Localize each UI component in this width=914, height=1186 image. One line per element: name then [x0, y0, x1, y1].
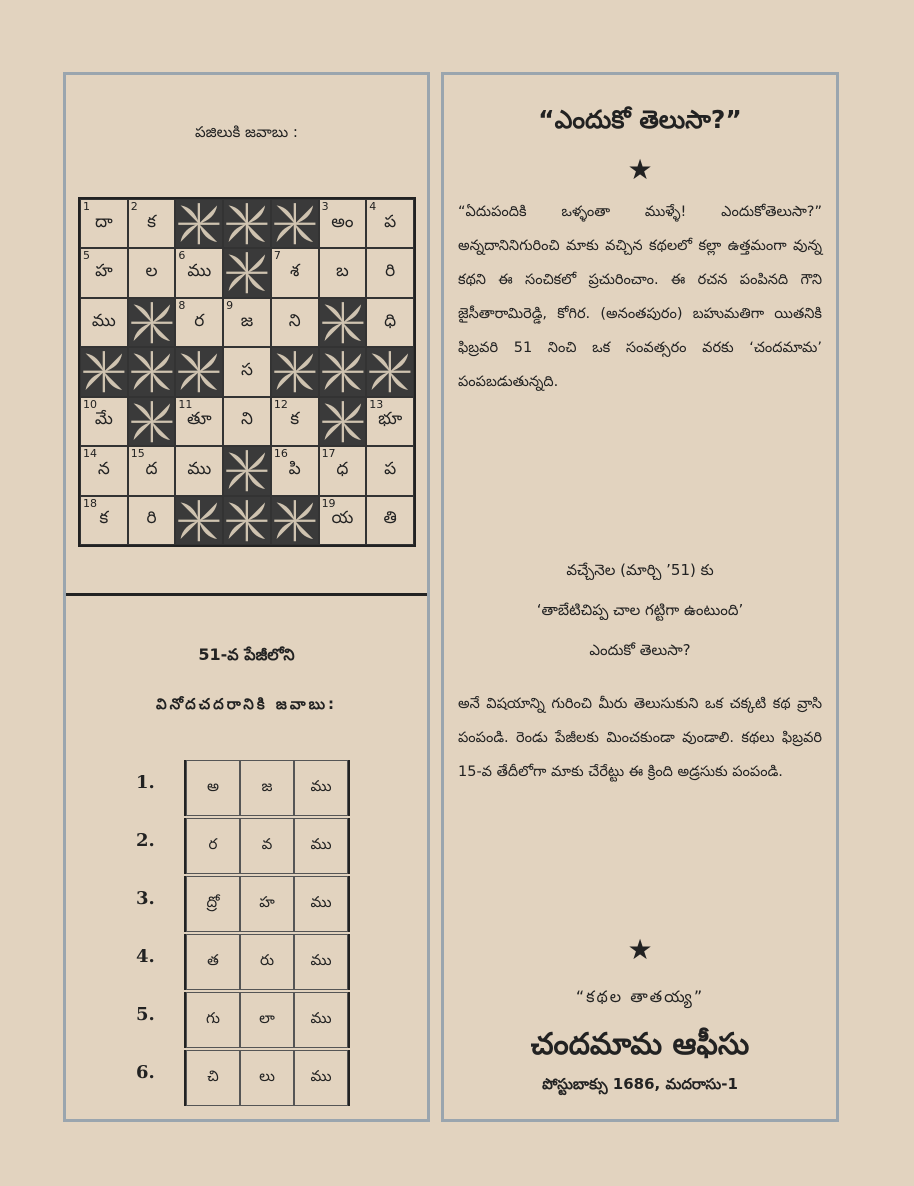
grid-cell — [175, 298, 223, 347]
grid-cell — [128, 496, 176, 545]
answer-number: 2. — [136, 830, 155, 851]
grid-cell — [271, 298, 319, 347]
answers-title-line2: వినోదచదరానికి జవాబు: — [155, 695, 338, 713]
black-square — [128, 397, 176, 446]
grid-cell — [223, 298, 271, 347]
cell-letter: జ — [240, 310, 254, 331]
grid-cell — [80, 446, 128, 495]
answer-cell: ద్రో — [186, 876, 240, 932]
cell-letter: దా — [95, 211, 113, 232]
puzzle-answers-panel — [63, 72, 430, 1122]
clue-number: 17 — [321, 447, 336, 461]
answer-number: 1. — [136, 772, 155, 793]
star-icon: ★ — [627, 933, 653, 966]
grid-cell — [366, 199, 414, 248]
black-square — [319, 347, 367, 396]
answer-cell: లా — [240, 992, 294, 1048]
clue-number: 16 — [273, 447, 288, 461]
signature-name: “కథల తాతయ్య” — [575, 987, 705, 1006]
cell-letter: హ — [95, 261, 113, 282]
grid-cell — [128, 446, 176, 495]
star-icon: ★ — [627, 153, 653, 186]
clue-number: 14 — [83, 447, 97, 461]
cell-letter: శ — [290, 261, 300, 282]
cell-letter: ని — [288, 310, 301, 331]
grid-cell — [366, 496, 414, 545]
answer-cell: త — [186, 934, 240, 990]
grid-cell — [175, 248, 223, 297]
clue-number: 12 — [273, 397, 288, 411]
grid-cell — [319, 248, 367, 297]
clue-number: 19 — [321, 496, 336, 510]
grid-cell — [223, 347, 271, 396]
black-square — [80, 347, 128, 396]
grid-cell — [80, 199, 128, 248]
clue-number: 9 — [226, 298, 234, 312]
grid-cell — [366, 248, 414, 297]
cell-letter: ధ — [336, 458, 349, 479]
cell-letter: ద — [145, 458, 158, 479]
cell-letter: ము — [187, 261, 212, 282]
clue-number: 10 — [83, 397, 97, 411]
clue-number: 5 — [83, 249, 90, 263]
grid-cell — [271, 248, 319, 297]
answer-number: 4. — [136, 946, 155, 967]
contest-title: “ఎందుకో తెలుసా?” — [538, 105, 742, 134]
answer-number: 6. — [136, 1062, 155, 1083]
clue-number: 8 — [178, 298, 186, 312]
answer-cell: ర — [186, 818, 240, 874]
answer-cell: ము — [294, 876, 348, 932]
grid-cell — [80, 397, 128, 446]
answer-cell: వ — [240, 818, 294, 874]
cell-letter: అం — [331, 211, 354, 232]
black-square — [223, 199, 271, 248]
winner-announcement: “ఏదుపందికి ఒళ్ళంతా ముళ్ళే! ఎందుకోతెలుసా?” అన్నదానినిగురించి మాకు వచ్చిన కథలలో కల్లా ఉత్తమంగా వున్న కథని ఈ సంచికలో ప్రచురించాం. ఈ రచన పంపినది గౌని జైసీతారామిరెడ్డి, కోగిర. (అనంతపురం) బహుమతిగా యితనికి ఫిబ్రవరి 51 నించి ఒక సంవత్సరం వరకు ‘చందమామ’ పంపబడుతున్నది. — [458, 204, 822, 390]
cell-letter: ప — [384, 458, 397, 479]
cell-letter: క — [99, 508, 109, 529]
answer-cell: ము — [294, 934, 348, 990]
grid-cell — [319, 496, 367, 545]
black-square — [175, 347, 223, 396]
answer-cell: అ — [186, 760, 240, 816]
cell-letter: ప — [384, 211, 397, 232]
black-square — [128, 347, 176, 396]
cell-letter: న — [97, 458, 110, 479]
answer-cell: ము — [294, 1050, 348, 1106]
grid-cell — [319, 446, 367, 495]
cell-letter: తి — [383, 508, 397, 529]
clue-number: 2 — [130, 200, 138, 213]
grid-cell — [80, 248, 128, 297]
answer-number: 3. — [136, 888, 155, 909]
black-square — [271, 347, 319, 396]
cell-letter: స — [241, 359, 253, 380]
clue-number: 18 — [83, 496, 97, 510]
cell-letter: క — [290, 409, 300, 430]
answer-cell: గు — [186, 992, 240, 1048]
grid-cell — [366, 298, 414, 347]
cell-letter: తూ — [186, 409, 212, 430]
cell-letter: ధి — [384, 310, 397, 331]
clue-number: 11 — [178, 397, 193, 411]
answer-cell: హ — [240, 876, 294, 932]
grid-cell — [366, 397, 414, 446]
grid-cell — [80, 496, 128, 545]
next-topic-question: ఎందుకో తెలుసా? — [589, 641, 691, 659]
black-square — [271, 496, 319, 545]
answers-title-line1: 51-వ పేజీలోని — [198, 645, 295, 664]
grid-cell — [366, 446, 414, 495]
cell-letter: క — [147, 211, 156, 232]
answer-cell: రు — [240, 934, 294, 990]
postal-address: పోస్టుబాక్సు 1686, మదరాసు-1 — [542, 1075, 738, 1093]
black-square — [271, 199, 319, 248]
black-square — [223, 248, 271, 297]
grid-cell — [271, 446, 319, 495]
answer-cell: చి — [186, 1050, 240, 1106]
grid-cell — [175, 397, 223, 446]
cell-letter: భూ — [378, 409, 403, 430]
answer-number: 5. — [136, 1004, 155, 1025]
black-square — [175, 199, 223, 248]
cell-letter: మే — [94, 409, 113, 430]
grid-cell — [271, 397, 319, 446]
clue-number: 4 — [369, 200, 377, 213]
cell-letter: బ — [336, 261, 349, 282]
answer-cell: జ — [240, 760, 294, 816]
puzzle-title: పజిలుకి జవాబు : — [194, 123, 298, 141]
answer-cell: ము — [294, 818, 348, 874]
clue-number: 6 — [178, 249, 186, 263]
clue-number: 3 — [321, 200, 329, 213]
black-square — [223, 496, 271, 545]
cell-letter: ల — [145, 261, 158, 282]
black-square — [175, 496, 223, 545]
next-month-line: వచ్చేనెల (మార్చి ’51) కు — [566, 561, 714, 579]
black-square — [223, 446, 271, 495]
cell-letter: రి — [146, 508, 157, 529]
cell-letter: రి — [385, 261, 396, 282]
clue-number: 7 — [273, 249, 281, 263]
black-square — [319, 397, 367, 446]
grid-cell — [223, 397, 271, 446]
office-name: చందమామ ఆఫీసు — [530, 1027, 750, 1062]
black-square — [128, 298, 176, 347]
cell-letter: ని — [241, 409, 253, 430]
grid-cell — [80, 298, 128, 347]
story-contest-panel — [441, 72, 839, 1122]
grid-cell — [128, 199, 176, 248]
crossword-grid — [78, 197, 416, 547]
answer-cell: లు — [240, 1050, 294, 1106]
grid-cell — [319, 199, 367, 248]
next-topic-line: ‘తాబేటిచిప్ప చాల గట్టిగా ఉంటుంది’ — [536, 601, 744, 619]
cell-letter: ర — [194, 310, 205, 331]
grid-cell — [175, 446, 223, 495]
black-square — [319, 298, 367, 347]
cell-letter: పి — [288, 458, 301, 479]
clue-number: 15 — [130, 447, 145, 461]
clue-number: 1 — [83, 200, 90, 213]
cell-letter: ము — [187, 458, 212, 479]
submission-instructions: అనే విషయాన్ని గురించి మీరు తెలుసుకుని ఒక చక్కటి కథ వ్రాసి పంపండి. రెండు పేజీలకు మించకుండా వుండాలి. కథలు ఫిబ్రవరి 15-వ తేదీలోగా మాకు చేరేట్టు ఈ క్రింది అడ్రసుకు పంపండి. — [458, 696, 822, 780]
grid-cell — [128, 248, 176, 297]
cell-letter: ము — [91, 310, 116, 331]
divider — [66, 593, 427, 596]
answer-cell: ము — [294, 992, 348, 1048]
clue-number: 13 — [369, 397, 384, 411]
answer-cell: ము — [294, 760, 348, 816]
black-square — [366, 347, 414, 396]
cell-letter: య — [331, 508, 354, 529]
